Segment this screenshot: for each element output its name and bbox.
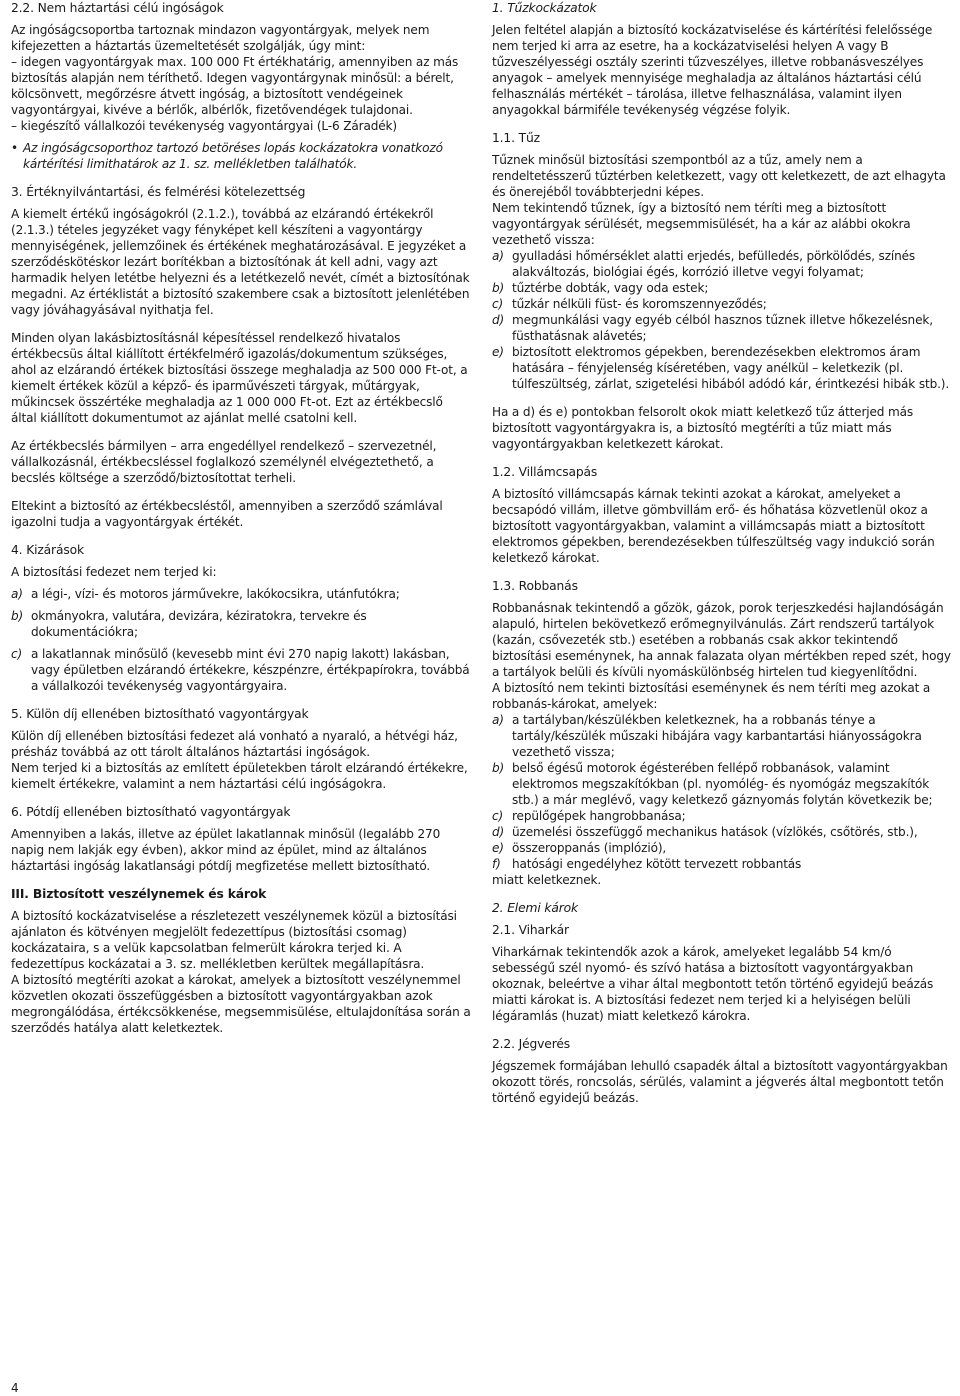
paragraph: A biztosító nem tekinti biztosítási eseménynek és nem téríti meg azokat a robbanás-károkat, amelyek: xyxy=(492,681,931,711)
list-item-letter: c) xyxy=(492,297,504,311)
list-item xyxy=(492,808,958,824)
section-heading: 1.1. Tűz xyxy=(492,131,540,145)
paragraph: A biztosító kockázatviselése a részletezett veszélynemek közül a biztosítási ajánlaton és kötvényen megjelölt fedezettípus (biztosítási csomag) kockázataira, s a velük kapcsolatban felmerült károkra terjed ki. A fedezettípus kockázatai a 3. sz. mellékletben kerültek megállapításra. xyxy=(11,909,457,971)
list-item xyxy=(492,280,958,296)
list-item xyxy=(492,760,958,808)
list-item xyxy=(11,608,471,640)
paragraph: Minden olyan lakásbiztosításnál képesítéssel rendelkező hivatalos értékbecsüs által kiállított értékfelmérő igazolás/dokumentum szükséges, ahol az elzárandó értékek biztosítási összege meghaladja az 500 000 Ft-ot, a kiemelt értékek közül a képző- és iparművészeti tárgyak, műtárgyak, műkincsek összértéke meghaladja az 1 000 000 Ft-ot. Ezt az értékbecslő által kiállított dokumentumot az ajánlat mellé csatolni kell. xyxy=(11,331,468,425)
right-column xyxy=(492,0,958,1106)
paragraph: A biztosító villámcsapás kárnak tekinti azokat a károkat, amelyeket a becsapódó villám, illetve gömbvillám erő- és hőhatása közvetlenül okoz a biztosított vagyontárgyakban, valamint a villámcsapás miatt a biztosított elektromos gépekben, berendezésekben túlfeszültség vagy indukció során keletkező károkat. xyxy=(492,487,935,565)
section-heading: 6. Pótdíj ellenében biztosítható vagyontárgyak xyxy=(11,805,291,819)
paragraph: Ha a d) és e) pontokban felsorolt okok miatt keletkező tűz átterjed más biztosított vagyontárgyakra is, a biztosító megtéríti a tűz miatt más vagyontárgyakban keletkezett károkat. xyxy=(492,405,914,451)
list-item xyxy=(11,586,471,602)
list-item-letter: a) xyxy=(492,713,504,727)
section-heading: 2.2. Nem háztartási célú ingóságok xyxy=(11,1,224,15)
list-item-letter: a) xyxy=(492,249,504,263)
paragraph: Nem tekintendő tűznek, így a biztosító nem téríti meg a biztosított vagyontárgyak sérülését, megsemmisülését, ha a kár az alábbi okokra vezethető vissza: xyxy=(492,201,911,247)
list-item-text: a lakatlannak minősülő (kevesebb mint évi 270 napig lakott) lakásban, vagy épületben elzárandó értékekre, készpénzre, értékpapírokra, továbbá a vállalkozói tevékenység vagyontárgyaira. xyxy=(31,647,470,693)
list-item-text: tűzkár nélküli füst- és koromszennyeződés; xyxy=(512,297,767,311)
list-item-text: hatósági engedélyhez kötött tervezett robbantás xyxy=(512,857,802,871)
section-heading: 1.3. Robbanás xyxy=(492,579,578,593)
list-item xyxy=(492,840,958,856)
paragraph: A kiemelt értékű ingóságokról (2.1.2.), továbbá az elzárandó értékekről (2.1.3.) tételes jegyzéket vagy fényképet kell készíteni a vagyontárgy mennyiségének, jellemzőinek és értékének meghatározásával. E jegyzéket a szerződéskötéskor lezárt borítékban a biztosítónak át kell adni, vagy azt harmadik helyen letétbe helyezni és a letétkezelő nevét, címét a biztosítónak megadni. Az értéklistát a biztosító szakembere csak a biztosított jelenlétében vagy jóváhagyásával nyithatja fel. xyxy=(11,207,470,317)
list-item-text: a légi-, vízi- és motoros járművekre, lakókocsikra, utánfutókra; xyxy=(31,587,400,601)
list-item xyxy=(492,296,958,312)
left-column xyxy=(11,0,471,1036)
list-item-letter: c) xyxy=(11,647,23,661)
list-item-text: összeroppanás (implózió), xyxy=(512,841,667,855)
list-item-text: megmunkálási vagy egyéb célból hasznos tűznek illetve hőkezelésnek, füsthatásnak alávetés; xyxy=(512,313,933,343)
list-item-text: a tartályban/készülékben keletkeznek, ha a robbanás tényе a tartály/készülék műszaki hibájára vagy karbantartási hiányosságokra vezethető vissza; xyxy=(512,713,922,759)
list-item xyxy=(492,856,958,872)
paragraph: Eltekint a biztosító az értékbecsléstől, amennyiben a szerződő számlával igazolni tudja a vagyontárgyak értékét. xyxy=(11,499,443,529)
list-item xyxy=(492,312,958,344)
list-item-letter: b) xyxy=(492,281,505,295)
section-heading: 1. Tűzkockázatok xyxy=(492,1,597,15)
list-item-text: üzemelési összefüggő mechanikus hatások (vízlökés, csőtörés, stb.), xyxy=(512,825,918,839)
list-item xyxy=(11,646,471,694)
paragraph: Külön díj ellenében biztosítási fedezet alá vonható a nyaraló, a hétvégi ház, présház továbbá az ott tárolt általános háztartási ingóságok. xyxy=(11,729,458,759)
list-item-letter: e) xyxy=(492,841,504,855)
list-item-letter: c) xyxy=(492,809,504,823)
list-item-text: gyulladási hőmérséklet alatti erjedés, befülledés, pörkölődés, színés alakváltozás, biológiai égés, korrózió illetve vegyi folyamat; xyxy=(512,249,916,279)
page-number: 4 xyxy=(11,1381,19,1395)
paragraph: – idegen vagyontárgyak max. 100 000 Ft értékhatárig, amennyiben az más biztosítás alapján nem téríthető. Idegen vagyontárgynak minősül: a bérelt, kölcsönvett, megőrzésre átvett ingóság, a biztosított vendégeinek vagyontárgyai, kivéve a bérlők, albérlők, fizetővendégek tulajdonai. xyxy=(11,55,459,117)
list-item-text: tűztérbe dobták, vagy oda estek; xyxy=(512,281,709,295)
paragraph: – kiegészítő vállalkozói tevékenység vagyontárgyai (L-6 Záradék) xyxy=(11,119,397,133)
paragraph: Jégszemek formájában lehulló csapadék által a biztosított vagyontárgyakban okozott törés, roncsolás, sérülés, valamint a jégverés által megbontott tetőn történő egyidejű beázás. xyxy=(492,1059,948,1105)
list-item xyxy=(492,712,958,760)
paragraph: A biztosító megtéríti azokat a károkat, amelyek a biztosított veszélynemmel közvetlen okozati összefüggésben a biztosított vagyontárgyakban azok megrongálódása, értékcsökkenése, megsemmisülése, eltulajdonítása során a szerződés hatálya alatt keletkeztek. xyxy=(11,973,471,1035)
paragraph: Viharkárnak tekintendők azok a károk, amelyeket legalább 54 km/ó sebességű szél nyomó- és szívó hatása a biztosított vagyontárgyakban okoznak, beleértve a vihar által megbontott tetőn történő egyidejű beázás miatti károkat is. A biztosítási fedezet nem terjed ki a helyiségen belüli légáramlás (huzat) miatt keletkező károkra. xyxy=(492,945,934,1023)
list-item xyxy=(492,824,958,840)
paragraph: miatt keletkeznek. xyxy=(492,873,602,887)
list-item-letter: b) xyxy=(11,609,24,623)
section-heading: 2.2. Jégverés xyxy=(492,1037,571,1051)
section-heading: 1.2. Villámcsapás xyxy=(492,465,598,479)
list-item-letter: d) xyxy=(492,313,505,327)
list-item-text: belső égésű motorok égésterében fellépő robbanások, valamint elektromos megszakítókban (pl. nyomólég- és nyomógáz megszakítók stb.) a már meglévő, vagy keletkező gáznyomás folytán következik be; xyxy=(512,761,933,807)
section-heading: 3. Értéknyilvántartási, és felmérési kötelezettség xyxy=(11,185,306,199)
paragraph: Az értékbecslés bármilyen – arra engedéllyel rendelkező – szervezetnél, vállalkozásnál, értékbecsléssel foglalkozó személynél elvégeztethető, a becslés költsége a szerződő/biztosítottat terheli. xyxy=(11,439,437,485)
list-item-letter: e) xyxy=(492,345,504,359)
list-item-text: repülőgépek hangrobbanása; xyxy=(512,809,686,823)
section-heading: 2. Elemi károk xyxy=(492,901,578,915)
section-heading: 2.1. Viharkár xyxy=(492,923,569,937)
list-item-text: biztosított elektromos gépekben, berendezésekben elektromos áram hatására – fényjelenség kíséretében, vagy anélkül – keletkezik (pl. túlfeszültség, zárlat, szigetelési hibából adódó kár, érintkezési hibák stb.). xyxy=(512,345,950,391)
list-item-letter: b) xyxy=(492,761,505,775)
section-heading: III. Biztosított veszélynemek és károk xyxy=(11,887,267,901)
paragraph: Robbanásnak tekintendő a gőzök, gázok, porok terjeszkedési hajlandóságán alapuló, hirtelen bekövetkező erőmegnyilvánulás. Zárt rendszerű tartályok (kazán, csővezeték stb.) esetében a robbanás csak akkor tekintendő biztosítási eseménynek, ha annak falazata olyan mértékben reped szét, hogy a tartályok belüli és kívüli nyomáskülönbség hirtelen tud kiegyenlítődni. xyxy=(492,601,951,679)
paragraph: Tűznek minősül biztosítási szempontból az a tűz, amely nem a rendeltetésszerű tűztérben keletkezett, vagy ott keletkezett, de azt elhagyta és önerejéből továbbterjedni képes. xyxy=(492,153,946,199)
paragraph: Nem terjed ki a biztosítás az említett épületekben tárolt elzárandó értékekre, kiemelt értékekre, valamint a nem háztartási célú ingóságokra. xyxy=(11,761,468,791)
paragraph: Amennyiben a lakás, illetve az épület lakatlannak minősül (legalább 270 napig nem lakják egy évben), akkor mind az épület, mind az általános háztartási ingóság lakatlansági pótdíj megfizetése mellett biztosítható. xyxy=(11,827,441,873)
paragraph: A biztosítási fedezet nem terjed ki: xyxy=(11,565,217,579)
section-heading: 5. Külön díj ellenében biztosítható vagyontárgyak xyxy=(11,707,309,721)
bullet-note: • Az ingóságcsoporthoz tartozó betöréses lopás kockázatokra vonatkozó kártérítési limithatárok az 1. sz. mellékletben találhatók. xyxy=(11,140,471,172)
list-item xyxy=(492,344,958,392)
list-item-text: okmányokra, valutára, devizára, kéziratokra, tervekre és dokumentációkra; xyxy=(31,609,367,639)
paragraph: Jelen feltétel alapján a biztosító kockázatviselése és kártérítési felelőssége nem terjed ki arra az esetre, ha a kockázatviselési helyen A vagy B tűzveszélyességi osztály szerinti tűzveszélyes, illetve robbanásveszélyes anyagok – amelyek mennyisége meghaladja az általános háztartási célú felhasználás mértékét – tárolása, illetve felhasználása, valamint ilyen anyagokkal bármiféle tevékenység végzése folyik. xyxy=(492,23,933,117)
section-heading: 4. Kizárások xyxy=(11,543,84,557)
list-item-letter: f) xyxy=(492,857,501,871)
list-item-letter: a) xyxy=(11,587,23,601)
paragraph: Az ingóságcsoportba tartoznak mindazon vagyontárgyak, melyek nem kifejezetten a háztartás üzemeltetését szolgálják, úgy mint: xyxy=(11,23,430,53)
list-item-letter: d) xyxy=(492,825,505,839)
list-item xyxy=(492,248,958,280)
